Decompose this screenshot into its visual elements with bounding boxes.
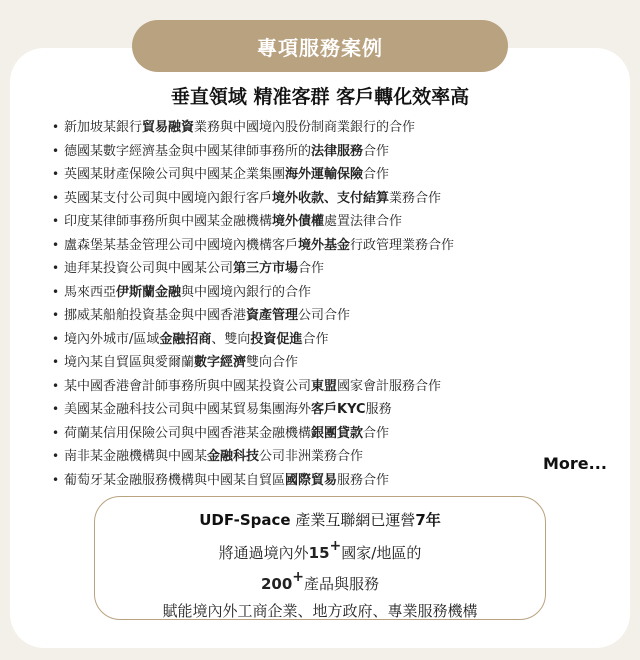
bullet-icon: • (52, 472, 60, 487)
case-list (52, 116, 454, 492)
case-text-pre: 美國某金融科技公司與中國某貿易集團海外 (64, 402, 312, 417)
case-text-pre: 馬來西亞 (64, 284, 117, 300)
bullet-icon: • (52, 214, 60, 228)
more-link[interactable]: More... (543, 454, 607, 473)
case-text-pre: 英國某支付公司與中國境內銀行客戶 (64, 190, 273, 206)
case-text-post: 公司合作 (298, 308, 351, 323)
case-text-post: 行政管理業務合作 (350, 237, 455, 253)
case-text-post2: 合作 (302, 331, 329, 347)
case-text-post: 公司非洲業務合作 (259, 449, 364, 464)
case-item (52, 398, 454, 422)
case-item (52, 210, 454, 234)
case-text-bold: 資產管理 (246, 308, 299, 323)
case-item (52, 163, 454, 187)
case-text-bold: 境外基金 (298, 237, 351, 253)
bullet-icon: • (52, 167, 60, 181)
case-item (52, 422, 454, 446)
case-text-bold2: 投資促進 (250, 331, 303, 347)
case-item (52, 445, 454, 469)
info-line-countries: 將通過境內外15+國家/地區的 (218, 538, 422, 562)
case-text-post: 國家會計服務合作 (337, 378, 442, 394)
case-text-post: 合作 (363, 425, 390, 441)
case-text-post: 處置法律合作 (324, 214, 403, 229)
bullet-icon: • (52, 355, 60, 369)
info-line-products: 200+產品與服務 (260, 569, 380, 593)
case-text-pre: 南非某金融機構與中國某 (64, 449, 208, 464)
case-text-pre: 印度某律師事務所與中國某金融機構 (64, 214, 273, 229)
case-text-post: 與中國境內銀行的合作 (181, 284, 312, 300)
case-text-bold: 第三方市場 (233, 261, 299, 276)
case-item (52, 140, 454, 164)
case-item (52, 187, 454, 211)
case-text-bold: 客戶KYC (311, 402, 366, 417)
case-text-pre: 新加坡某銀行 (64, 120, 143, 135)
bullet-icon: • (52, 143, 60, 158)
bullet-icon: • (52, 190, 60, 205)
case-text-pre: 挪威某船舶投資基金與中國香港 (64, 308, 247, 323)
bullet-icon: • (52, 378, 60, 393)
case-item (52, 257, 454, 281)
bullet-icon: • (52, 261, 60, 275)
bullet-icon: • (52, 237, 60, 252)
case-text-pre: 境內某自貿區與愛爾蘭 (64, 355, 195, 370)
case-text-bold: 數字經濟 (194, 355, 247, 370)
case-text-bold: 境外收款、支付結算 (272, 190, 390, 206)
case-text-bold: 貿易融資 (142, 120, 195, 135)
case-text-post: 合作 (298, 261, 325, 276)
bullet-icon: • (52, 284, 60, 299)
case-item (52, 304, 454, 328)
bullet-icon: • (52, 425, 60, 440)
case-item (52, 351, 454, 375)
case-item (52, 116, 454, 140)
case-text-bold: 境外債權 (272, 214, 325, 229)
section-title-badge (132, 20, 508, 72)
case-text-bold: 伊斯蘭金融 (116, 284, 182, 300)
case-text-bold: 法律服務 (311, 143, 364, 159)
section-title: 專項服務案例 (257, 35, 383, 60)
bullet-icon: • (52, 308, 60, 322)
bullet-icon: • (52, 449, 60, 463)
case-text-bold: 銀團貸款 (311, 425, 364, 441)
case-text-post: 合作 (363, 143, 390, 159)
case-item (52, 234, 454, 258)
case-text-pre: 迪拜某投資公司與中國某公司 (64, 261, 234, 276)
case-item (52, 375, 454, 399)
case-text-pre: 德國某數字經濟基金與中國某律師事務所的 (64, 143, 312, 159)
case-item (52, 281, 454, 305)
case-text-pre: 英國某財產保險公司與中國某企業集團 (64, 167, 286, 182)
case-text-post: 業務與中國境內股份制商業銀行的合作 (194, 120, 416, 135)
case-text-post: 合作 (363, 167, 390, 182)
case-text-post: 雙向合作 (246, 355, 299, 370)
bullet-icon: • (52, 402, 60, 416)
case-text-bold: 東盟 (311, 378, 338, 394)
case-text-pre: 葡萄牙某金融服務機構與中國某自貿區 (64, 472, 286, 488)
case-text-bold: 海外運輸保險 (285, 167, 364, 182)
case-item (52, 469, 454, 493)
info-line-empower: 賦能境內外工商企業、地方政府、專業服務機構 (162, 602, 478, 620)
case-text-post: 服務合作 (337, 472, 390, 488)
case-text-pre: 境內外城市/區域 (64, 331, 160, 347)
bullet-icon: • (52, 331, 60, 346)
case-text-pre: 盧森堡某基金管理公司中國境內機構客戶 (64, 237, 299, 253)
info-line-operation: UDF-Space 產業互聯網已運營7年 (199, 511, 441, 529)
case-text-pre: 荷蘭某信用保險公司與中國香港某金融機構 (64, 425, 312, 441)
case-text-post: 業務合作 (389, 190, 442, 206)
case-text-post: 服務 (365, 402, 392, 417)
info-box (94, 496, 546, 620)
case-text-bold: 國際貿易 (285, 472, 338, 488)
case-text-pre: 某中國香港會計師事務所與中國某投資公司 (64, 378, 312, 394)
page-subtitle: 垂直領域 精准客群 客戶轉化效率高 (170, 86, 470, 108)
case-text-bold: 金融科技 (207, 449, 260, 464)
case-item (52, 328, 454, 352)
bullet-icon: • (52, 120, 60, 134)
case-text-post: 、雙向 (211, 331, 251, 347)
case-text-bold: 金融招商 (159, 331, 212, 347)
